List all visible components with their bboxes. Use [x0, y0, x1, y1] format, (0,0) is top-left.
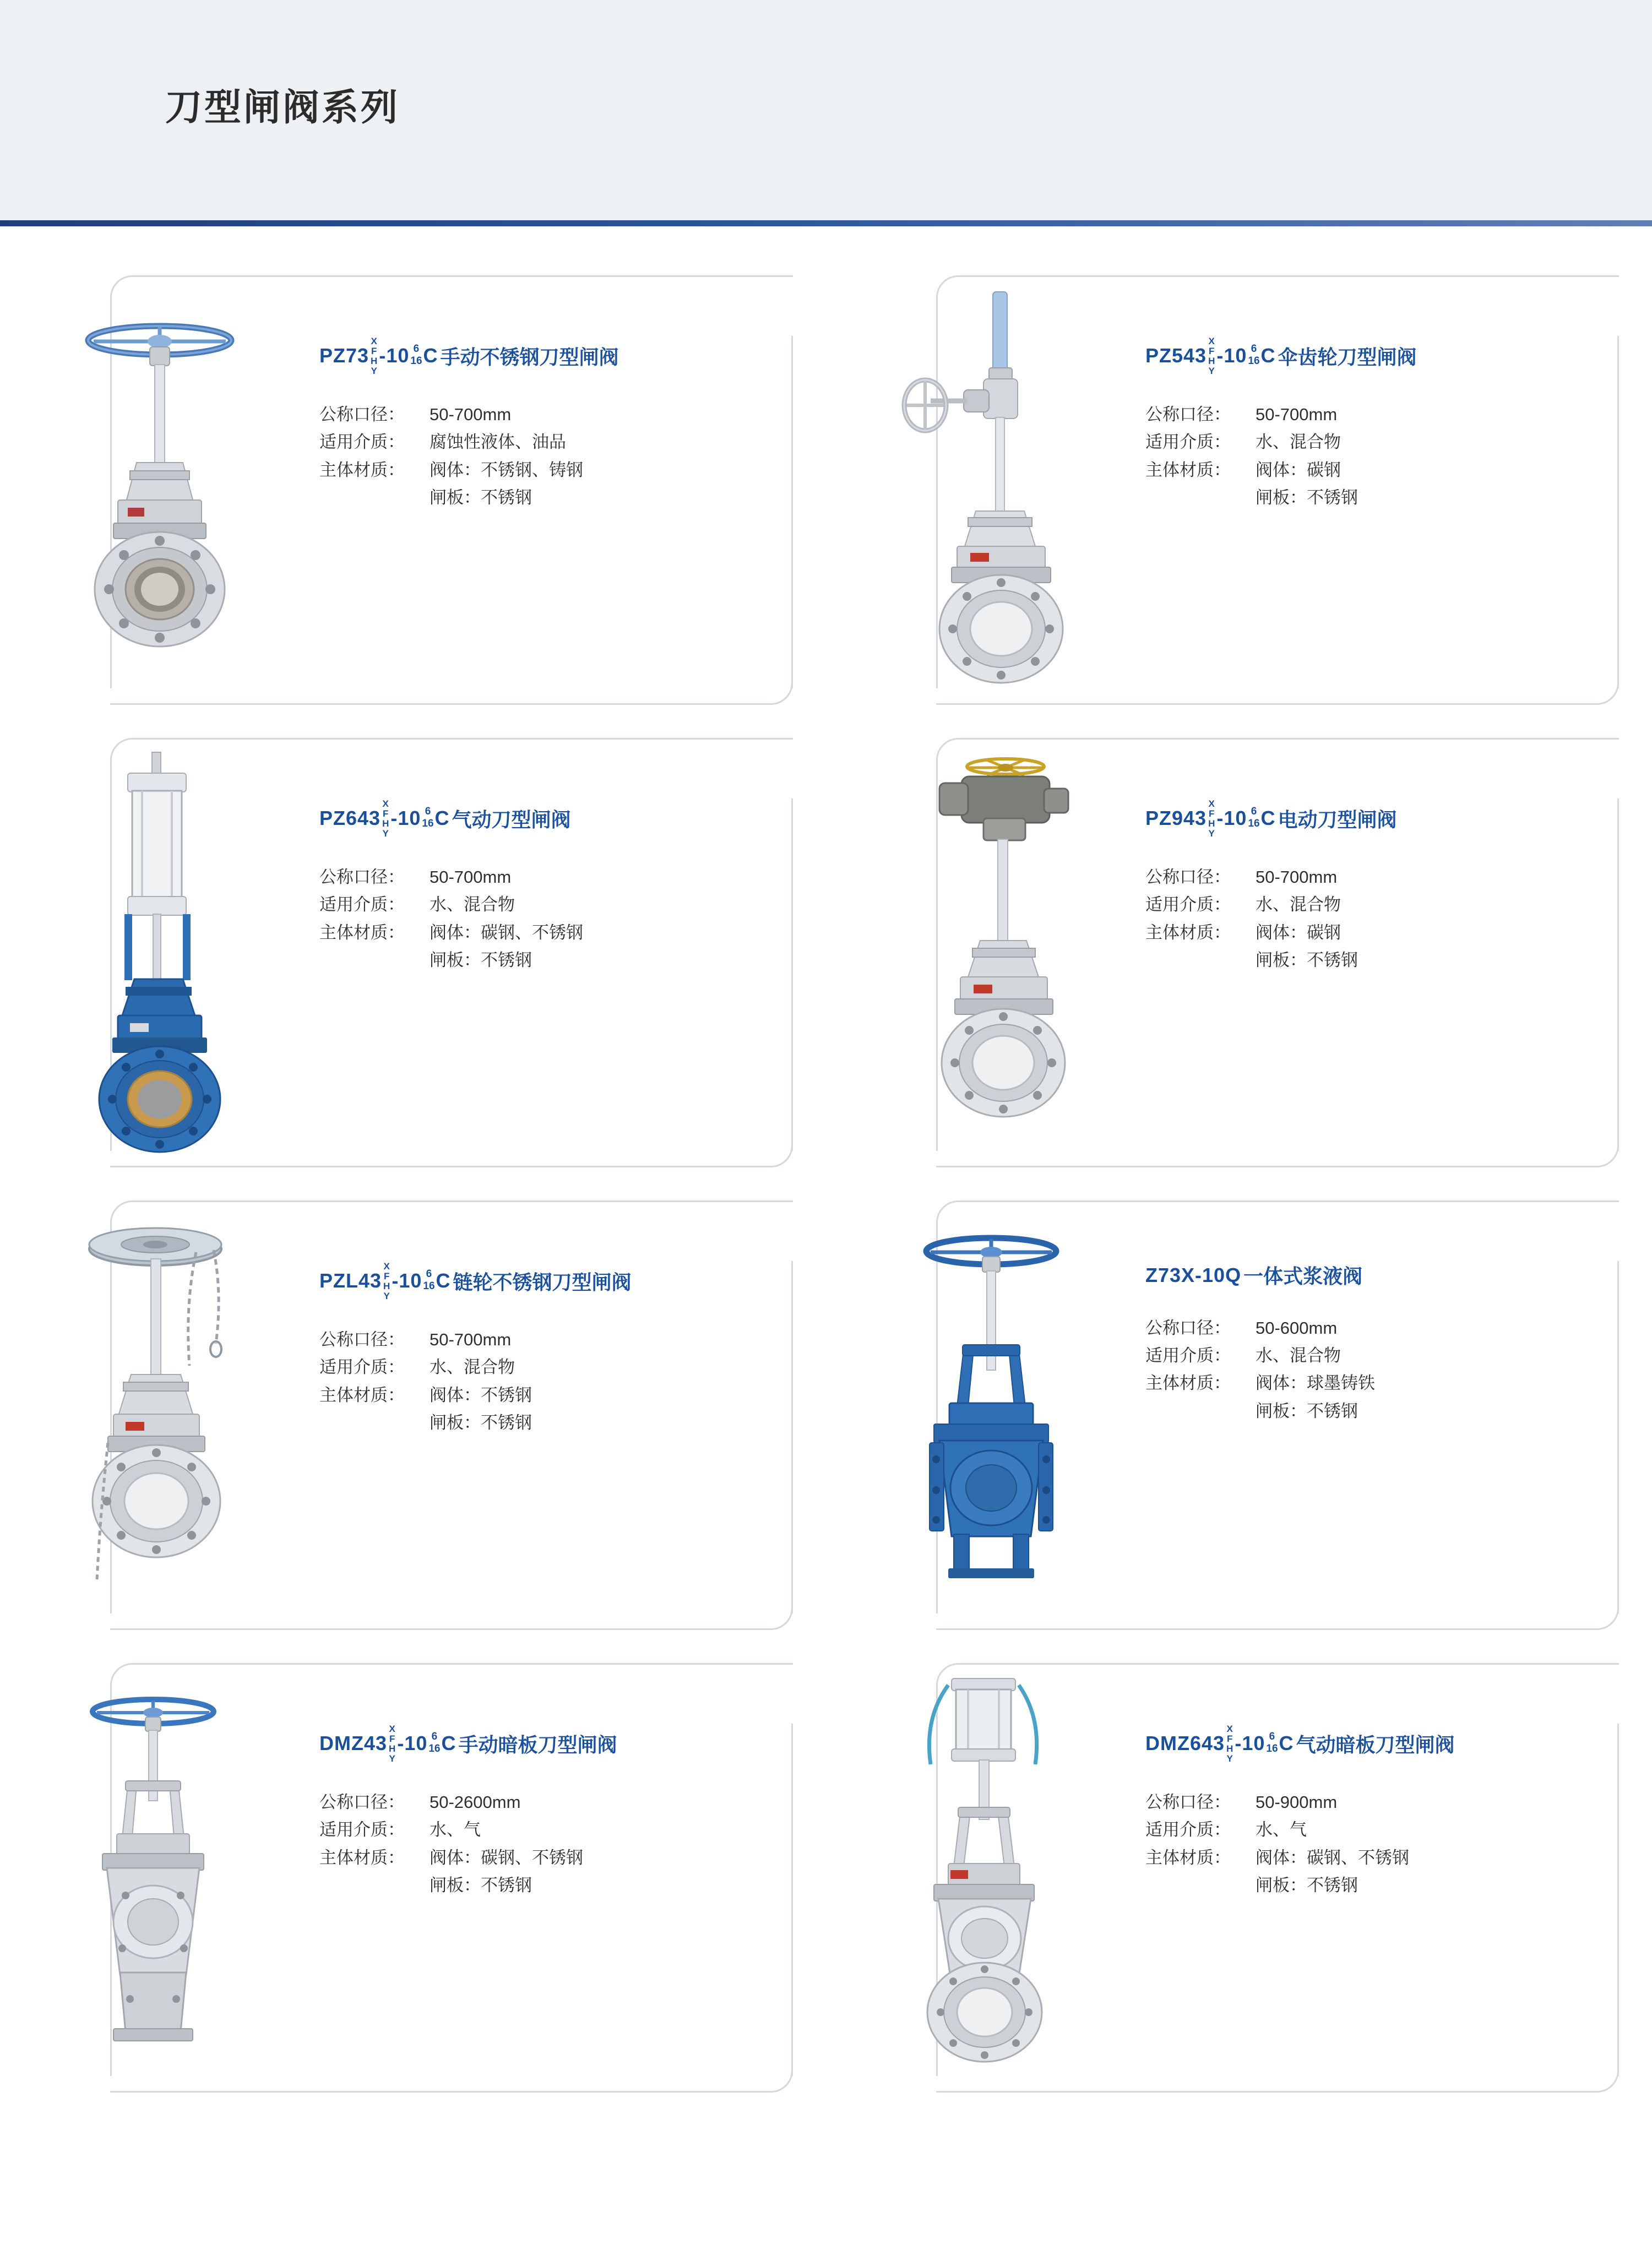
spec-value-gate: 不锈钢	[1307, 1401, 1358, 1421]
spec-value-body: 球墨铸铁	[1307, 1373, 1375, 1393]
product-card-pz943[interactable]	[826, 721, 1652, 1184]
model-dash: -	[1216, 344, 1224, 367]
code-char: 6	[431, 1731, 438, 1743]
model-name: 一体式浆液阀	[1243, 1265, 1363, 1287]
product-model-pzl43	[319, 1261, 760, 1301]
model-dash: -	[379, 344, 387, 367]
product-specs	[1145, 863, 1586, 974]
model-class: C	[434, 807, 450, 830]
card-edge	[1617, 1724, 1619, 2076]
product-model-pz73	[319, 336, 760, 376]
code-char: H	[1208, 818, 1215, 829]
spec-value-body: 碳钢	[1307, 460, 1341, 480]
spec-label-diameter: 公称口径：	[319, 1792, 405, 1812]
product-row	[0, 259, 1652, 721]
code-char: F	[383, 808, 389, 819]
code-char: 16	[428, 1743, 441, 1755]
code-char: H	[382, 818, 389, 829]
model-code-right	[423, 1268, 434, 1292]
spec-sublabel-gate: 闸板：	[430, 1412, 481, 1432]
product-info-pz643	[319, 721, 826, 974]
product-info-pz73	[319, 259, 826, 512]
spec-sublabel-gate: 闸板：	[430, 1875, 481, 1895]
spec-sublabel-body: 阀体：	[1256, 1373, 1307, 1393]
product-card-dmz643[interactable]	[826, 1647, 1652, 2109]
code-char: Y	[389, 1753, 395, 1764]
product-model-z73x	[1145, 1261, 1586, 1289]
spec-value-diameter: 50-700mm	[1256, 405, 1338, 425]
product-model-dmz643	[1145, 1724, 1586, 1763]
spec-value-gate: 不锈钢	[481, 950, 532, 970]
code-char: H	[389, 1743, 396, 1754]
code-char: F	[1209, 808, 1215, 819]
spec-label-medium: 适用介质：	[319, 895, 405, 915]
code-char: 6	[426, 1268, 432, 1280]
model-prefix: PZ943	[1145, 807, 1207, 830]
code-char: 6	[1251, 343, 1257, 355]
spec-value-diameter: 50-700mm	[1256, 867, 1338, 887]
model-code-left	[389, 1724, 395, 1764]
product-info-pzl43	[319, 1184, 826, 1437]
model-code-left	[1208, 336, 1215, 376]
code-char: X	[382, 798, 389, 809]
card-corner	[1558, 1107, 1619, 1167]
product-card-dmz43[interactable]	[0, 1647, 826, 2109]
spec-label-material: 主体材质：	[1145, 460, 1231, 480]
card-edge	[791, 336, 793, 688]
spec-value-body: 碳钢、不锈钢	[481, 1848, 583, 1867]
model-name: 气动暗板刀型闸阀	[1296, 1733, 1455, 1756]
code-char: Y	[382, 828, 389, 839]
code-char: 16	[410, 355, 422, 367]
model-class: C	[436, 1269, 451, 1292]
product-model-pz943	[1145, 798, 1586, 838]
product-specs	[1145, 1314, 1586, 1425]
spec-label-material: 主体材质：	[319, 1385, 405, 1405]
spec-label-medium: 适用介质：	[319, 1357, 405, 1377]
model-pressure: 10	[1224, 344, 1247, 367]
card-corner	[1558, 1569, 1619, 1630]
card-edge	[1617, 336, 1619, 688]
spec-label-material: 主体材质：	[1145, 922, 1231, 942]
spec-sublabel-body: 阀体：	[430, 1385, 481, 1405]
model-prefix: DMZ43	[319, 1732, 388, 1755]
product-specs	[319, 401, 760, 512]
spec-value-gate: 不锈钢	[1307, 487, 1358, 507]
spec-sublabel-body: 阀体：	[1256, 460, 1307, 480]
card-edge	[1617, 798, 1619, 1151]
model-name: 手动不锈钢刀型闸阀	[440, 345, 619, 368]
header-divider	[0, 220, 1652, 226]
model-prefix: PZL43	[319, 1269, 382, 1292]
model-pressure: 10	[386, 344, 410, 367]
product-specs	[1145, 1789, 1586, 1899]
code-char: F	[1209, 346, 1215, 357]
spec-value-diameter: 50-700mm	[430, 1330, 512, 1350]
spec-value-medium: 水、混合物	[1256, 895, 1341, 915]
spec-sublabel-body: 阀体：	[430, 1848, 481, 1867]
model-prefix: PZ543	[1145, 344, 1207, 367]
product-image-pz543	[826, 259, 1145, 721]
code-char: 16	[422, 818, 434, 830]
product-image-z73x	[826, 1184, 1145, 1647]
model-pressure: 10	[398, 807, 421, 830]
code-char: F	[1226, 1734, 1233, 1745]
model-dash: -	[390, 807, 398, 830]
spec-label-medium: 适用介质：	[1145, 1820, 1231, 1840]
card-corner	[732, 644, 793, 705]
code-char: Y	[1226, 1753, 1233, 1764]
spec-label-material: 主体材质：	[1145, 1373, 1231, 1393]
code-char: F	[383, 1271, 390, 1282]
model-code-right	[1248, 343, 1259, 367]
spec-label-diameter: 公称口径：	[1145, 1792, 1231, 1812]
spec-label-diameter: 公称口径：	[1145, 405, 1231, 425]
code-char: X	[1208, 798, 1215, 809]
model-class: C	[1260, 344, 1276, 367]
spec-value-medium: 水、混合物	[1256, 1346, 1341, 1366]
product-card-pz543[interactable]	[826, 259, 1652, 721]
product-specs	[319, 1326, 760, 1437]
model-code-right	[428, 1731, 440, 1755]
model-name: 链轮不锈钢刀型闸阀	[453, 1270, 632, 1294]
spec-label-diameter: 公称口径：	[1145, 867, 1231, 887]
spec-value-body: 碳钢、不锈钢	[1307, 1848, 1409, 1867]
code-char: 16	[1248, 818, 1260, 830]
code-char: Y	[383, 1291, 390, 1302]
model-pressure: 10	[1242, 1732, 1265, 1755]
model-name: 手动暗板刀型闸阀	[458, 1733, 617, 1756]
spec-value-diameter: 50-700mm	[430, 405, 512, 425]
spec-label-medium: 适用介质：	[319, 432, 405, 452]
spec-value-body: 碳钢	[1307, 922, 1341, 942]
product-model-dmz43	[319, 1724, 760, 1763]
spec-label-medium: 适用介质：	[1145, 432, 1231, 452]
product-specs	[319, 1789, 760, 1899]
product-specs	[1145, 401, 1586, 512]
model-dash: -	[397, 1732, 405, 1755]
card-corner	[732, 1107, 793, 1167]
model-dash: -	[1235, 1732, 1242, 1755]
spec-value-diameter: 50-700mm	[430, 867, 512, 887]
code-char: X	[389, 1724, 395, 1734]
product-model-pz543	[1145, 336, 1586, 376]
product-info-dmz643	[1145, 1647, 1652, 1899]
model-code-left	[383, 1262, 390, 1301]
page-title: 刀型闸阀系列	[165, 87, 400, 128]
model-code-right	[1248, 806, 1259, 830]
code-char: X	[371, 336, 377, 346]
product-row	[0, 721, 1652, 1184]
spec-value-gate: 不锈钢	[481, 1875, 532, 1895]
spec-label-diameter: 公称口径：	[319, 867, 405, 887]
spec-value-gate: 不锈钢	[1307, 1875, 1358, 1895]
code-char: Y	[1208, 828, 1215, 839]
spec-sublabel-gate: 闸板：	[1256, 1875, 1307, 1895]
model-code-left	[382, 799, 389, 839]
model-code-right	[410, 343, 422, 367]
code-char: X	[1208, 336, 1215, 346]
code-char: 16	[1266, 1743, 1278, 1755]
code-char: X	[1226, 1724, 1233, 1734]
model-code-right	[1266, 1731, 1278, 1755]
code-char: F	[371, 346, 377, 357]
spec-sublabel-gate: 闸板：	[1256, 1401, 1307, 1421]
spec-sublabel-body: 阀体：	[430, 922, 481, 942]
code-char: 6	[413, 343, 420, 355]
model-name: 伞齿轮刀型闸阀	[1278, 345, 1417, 368]
code-char: 6	[425, 806, 431, 818]
model-prefix: Z73X-10Q	[1145, 1263, 1242, 1286]
code-char: H	[1226, 1743, 1233, 1754]
product-image-pzl43	[0, 1184, 319, 1647]
model-dash: -	[1216, 807, 1224, 830]
code-char: Y	[1208, 366, 1215, 377]
model-name: 电动刀型闸阀	[1278, 808, 1397, 831]
spec-sublabel-gate: 闸板：	[430, 950, 481, 970]
spec-value-gate: 不锈钢	[481, 487, 532, 507]
spec-sublabel-gate: 闸板：	[1256, 487, 1307, 507]
product-card-z73x[interactable]	[826, 1184, 1652, 1647]
card-edge	[791, 798, 793, 1151]
card-corner	[1558, 2032, 1619, 2093]
product-grid	[0, 259, 1652, 2109]
product-image-dmz643	[826, 1647, 1145, 2109]
spec-value-gate: 不锈钢	[481, 1412, 532, 1432]
code-char: 6	[1251, 806, 1257, 818]
spec-value-gate: 不锈钢	[1307, 950, 1358, 970]
card-corner	[732, 2032, 793, 2093]
model-name: 气动刀型闸阀	[452, 808, 571, 831]
page-header	[0, 0, 1652, 220]
card-edge	[791, 1261, 793, 1613]
code-char: F	[389, 1734, 395, 1745]
model-pressure: 10	[1224, 807, 1247, 830]
product-row	[0, 1184, 1652, 1647]
spec-label-material: 主体材质：	[319, 922, 405, 942]
product-card-pzl43[interactable]	[0, 1184, 826, 1647]
model-prefix: DMZ643	[1145, 1732, 1225, 1755]
code-char: X	[383, 1261, 390, 1272]
spec-value-medium: 水、混合物	[1256, 432, 1341, 452]
spec-value-body: 不锈钢	[481, 1385, 532, 1405]
spec-value-medium: 水、混合物	[430, 1357, 515, 1377]
model-prefix: PZ73	[319, 344, 369, 367]
product-card-pz73[interactable]	[0, 259, 826, 721]
model-class: C	[441, 1732, 457, 1755]
spec-value-medium: 水、混合物	[430, 895, 515, 915]
product-image-pz73	[0, 259, 319, 721]
product-model-pz643	[319, 798, 760, 838]
spec-label-diameter: 公称口径：	[1145, 1318, 1231, 1338]
product-image-pz643	[0, 721, 319, 1184]
code-char: 6	[1269, 1731, 1275, 1743]
spec-sublabel-gate: 闸板：	[1256, 950, 1307, 970]
model-code-left	[1208, 799, 1215, 839]
code-char: Y	[371, 366, 377, 377]
spec-sublabel-body: 阀体：	[430, 460, 481, 480]
spec-label-medium: 适用介质：	[1145, 1346, 1231, 1366]
model-class: C	[1260, 807, 1276, 830]
product-card-pz643[interactable]	[0, 721, 826, 1184]
model-pressure: 10	[399, 1269, 422, 1292]
code-char: 16	[423, 1280, 435, 1292]
code-char: 16	[1248, 355, 1260, 367]
spec-value-medium: 水、气	[430, 1820, 481, 1840]
product-info-pz543	[1145, 259, 1652, 512]
code-char: H	[1208, 356, 1215, 367]
spec-label-diameter: 公称口径：	[319, 405, 405, 425]
card-corner	[732, 1569, 793, 1630]
product-info-z73x	[1145, 1184, 1652, 1425]
spec-label-material: 主体材质：	[1145, 1848, 1231, 1867]
product-row	[0, 1647, 1652, 2109]
model-code-left	[1226, 1724, 1233, 1764]
product-info-pz943	[1145, 721, 1652, 974]
spec-label-medium: 适用介质：	[1145, 895, 1231, 915]
card-edge	[791, 1724, 793, 2076]
spec-label-material: 主体材质：	[319, 1848, 405, 1867]
spec-sublabel-body: 阀体：	[1256, 1848, 1307, 1867]
code-char: H	[383, 1281, 390, 1292]
model-pressure: 10	[404, 1732, 428, 1755]
model-code-left	[371, 336, 377, 376]
product-specs	[319, 863, 760, 974]
model-dash: -	[392, 1269, 399, 1292]
spec-sublabel-gate: 闸板：	[430, 487, 481, 507]
spec-value-body: 碳钢、不锈钢	[481, 922, 583, 942]
spec-value-diameter: 50-600mm	[1256, 1318, 1338, 1338]
product-info-dmz43	[319, 1647, 826, 1899]
card-edge	[1617, 1261, 1619, 1613]
spec-value-body: 不锈钢、铸钢	[481, 460, 583, 480]
product-image-pz943	[826, 721, 1145, 1184]
spec-value-diameter: 50-2600mm	[430, 1792, 521, 1812]
spec-value-medium: 腐蚀性液体、油品	[430, 432, 566, 452]
model-class: C	[1279, 1732, 1294, 1755]
spec-label-diameter: 公称口径：	[319, 1330, 405, 1350]
spec-label-medium: 适用介质：	[319, 1820, 405, 1840]
card-corner	[1558, 644, 1619, 705]
model-prefix: PZ643	[319, 807, 381, 830]
code-char: H	[371, 356, 378, 367]
spec-sublabel-body: 阀体：	[1256, 922, 1307, 942]
spec-value-medium: 水、气	[1256, 1820, 1307, 1840]
model-class: C	[423, 344, 438, 367]
product-image-dmz43	[0, 1647, 319, 2109]
model-code-right	[422, 806, 433, 830]
spec-value-diameter: 50-900mm	[1256, 1792, 1338, 1812]
spec-label-material: 主体材质：	[319, 460, 405, 480]
